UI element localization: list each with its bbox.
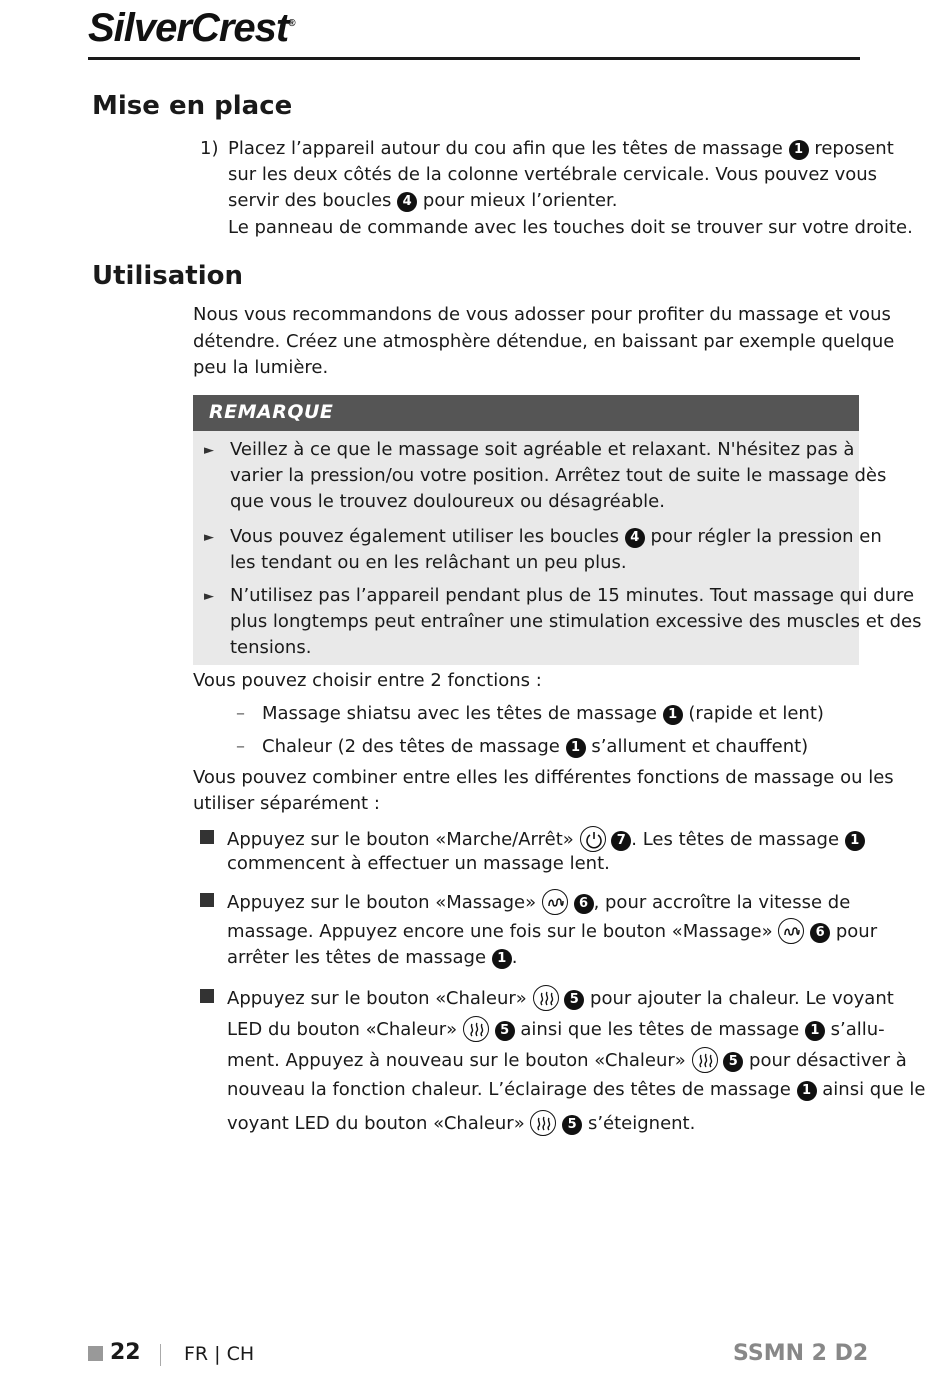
paragraph-line: Le panneau de commande avec les touches doit se trouver sur votre droite. [228, 217, 913, 238]
paragraph-line: peu la lumière. [193, 357, 329, 378]
note-line: varier la pression/ou votre position. Arrêtez tout de suite le massage dès [230, 465, 887, 486]
ref-6-badge: 6 [810, 923, 830, 943]
bullet-arrow-icon: ► [204, 443, 214, 458]
step-line: arrêter les têtes de massage 1 . [227, 947, 518, 968]
model-number: SSMN 2 D2 [733, 1341, 869, 1366]
ref-7-badge: 7 [611, 831, 631, 851]
square-bullet [200, 893, 214, 907]
page-number: 22 [110, 1340, 141, 1365]
heat-icon [530, 1110, 556, 1136]
note-line: plus longtemps peut entraîner une stimulation excessive des muscles et des [230, 611, 922, 632]
step-line: Appuyez sur le bouton «Marche/Arrêt» 7 . Les têtes de massage 1 [227, 826, 865, 852]
ref-4-badge: 4 [625, 528, 645, 548]
step-line: LED du bouton «Chaleur» 5 ainsi que les têtes de massage 1 s’allu- [227, 1016, 885, 1042]
square-bullet [200, 830, 214, 844]
ref-1-badge: 1 [797, 1081, 817, 1101]
paragraph-line: Vous pouvez choisir entre 2 fonctions : [193, 670, 542, 691]
ref-1-badge: 1 [845, 831, 865, 851]
step-line: nouveau la fonction chaleur. L’éclairage des têtes de massage 1 ainsi que le [227, 1079, 926, 1100]
paragraph-line: détendre. Créez une atmosphère détendue, en baissant par exemple quelque [193, 331, 895, 352]
note-line: tensions. [230, 637, 312, 658]
brand-logo: SilverCrest® [88, 6, 295, 50]
footer-divider [160, 1344, 161, 1366]
language-code: FR | CH [184, 1343, 255, 1365]
ref-1-badge: 1 [789, 140, 809, 160]
note-line: Vous pouvez également utiliser les boucles 4 pour régler la pression en [230, 526, 882, 547]
paragraph-line: Placez l’appareil autour du cou afin que les têtes de massage 1 reposent [228, 138, 894, 159]
ref-4-badge: 4 [397, 192, 417, 212]
paragraph-line: servir des boucles 4 pour mieux l’orienter. [228, 190, 618, 211]
massage-wave-icon [778, 918, 804, 944]
function-item: Chaleur (2 des têtes de massage 1 s’allument et chauffent) [262, 736, 809, 757]
note-line: que vous le trouvez douloureux ou désagréable. [230, 491, 665, 512]
ref-5-badge: 5 [564, 990, 584, 1010]
section-title-mise-en-place: Mise en place [92, 91, 293, 121]
ref-5-badge: 5 [495, 1021, 515, 1041]
bullet-arrow-icon: ► [204, 530, 214, 545]
dash-bullet: – [236, 736, 245, 757]
ref-1-badge: 1 [805, 1021, 825, 1041]
heat-icon [692, 1047, 718, 1073]
step-line: commencent à effectuer un massage lent. [227, 853, 610, 874]
header-rule [88, 57, 860, 60]
ref-5-badge: 5 [562, 1115, 582, 1135]
heat-icon [463, 1016, 489, 1042]
square-bullet [200, 989, 214, 1003]
note-line: Veillez à ce que le massage soit agréable et relaxant. N'hésitez pas à [230, 439, 855, 460]
section-title-utilisation: Utilisation [92, 261, 244, 291]
note-title: REMARQUE [209, 401, 334, 423]
step-line: voyant LED du bouton «Chaleur» 5 s’éteignent. [227, 1110, 695, 1136]
ref-1-badge: 1 [663, 705, 683, 725]
power-icon [580, 826, 606, 852]
note-line: les tendant ou en les relâchant un peu plus. [230, 552, 627, 573]
paragraph-line: utiliser séparément : [193, 793, 380, 814]
step-number: 1) [200, 138, 219, 159]
heat-icon [533, 985, 559, 1011]
function-item: Massage shiatsu avec les têtes de massage 1 (rapide et lent) [262, 703, 824, 724]
note-line: N’utilisez pas l’appareil pendant plus de 15 minutes. Tout massage qui dure [230, 585, 915, 606]
ref-1-badge: 1 [566, 738, 586, 758]
step-line: Appuyez sur le bouton «Massage» 6 , pour accroître la vitesse de [227, 889, 850, 915]
massage-wave-icon [542, 889, 568, 915]
paragraph-line: Vous pouvez combiner entre elles les différentes fonctions de massage ou les [193, 767, 894, 788]
paragraph-line: Nous vous recommandons de vous adosser pour profiter du massage et vous [193, 304, 891, 325]
ref-6-badge: 6 [574, 894, 594, 914]
step-line: Appuyez sur le bouton «Chaleur» 5 pour ajouter la chaleur. Le voyant [227, 985, 894, 1011]
footer-square [88, 1346, 103, 1361]
step-line: ment. Appuyez à nouveau sur le bouton «Chaleur» 5 pour désactiver à [227, 1047, 907, 1073]
paragraph-line: sur les deux côtés de la colonne vertébrale cervicale. Vous pouvez vous [228, 164, 878, 185]
dash-bullet: – [236, 703, 245, 724]
ref-5-badge: 5 [723, 1052, 743, 1072]
step-line: massage. Appuyez encore une fois sur le bouton «Massage» 6 pour [227, 918, 877, 944]
ref-1-badge: 1 [492, 949, 512, 969]
bullet-arrow-icon: ► [204, 589, 214, 604]
